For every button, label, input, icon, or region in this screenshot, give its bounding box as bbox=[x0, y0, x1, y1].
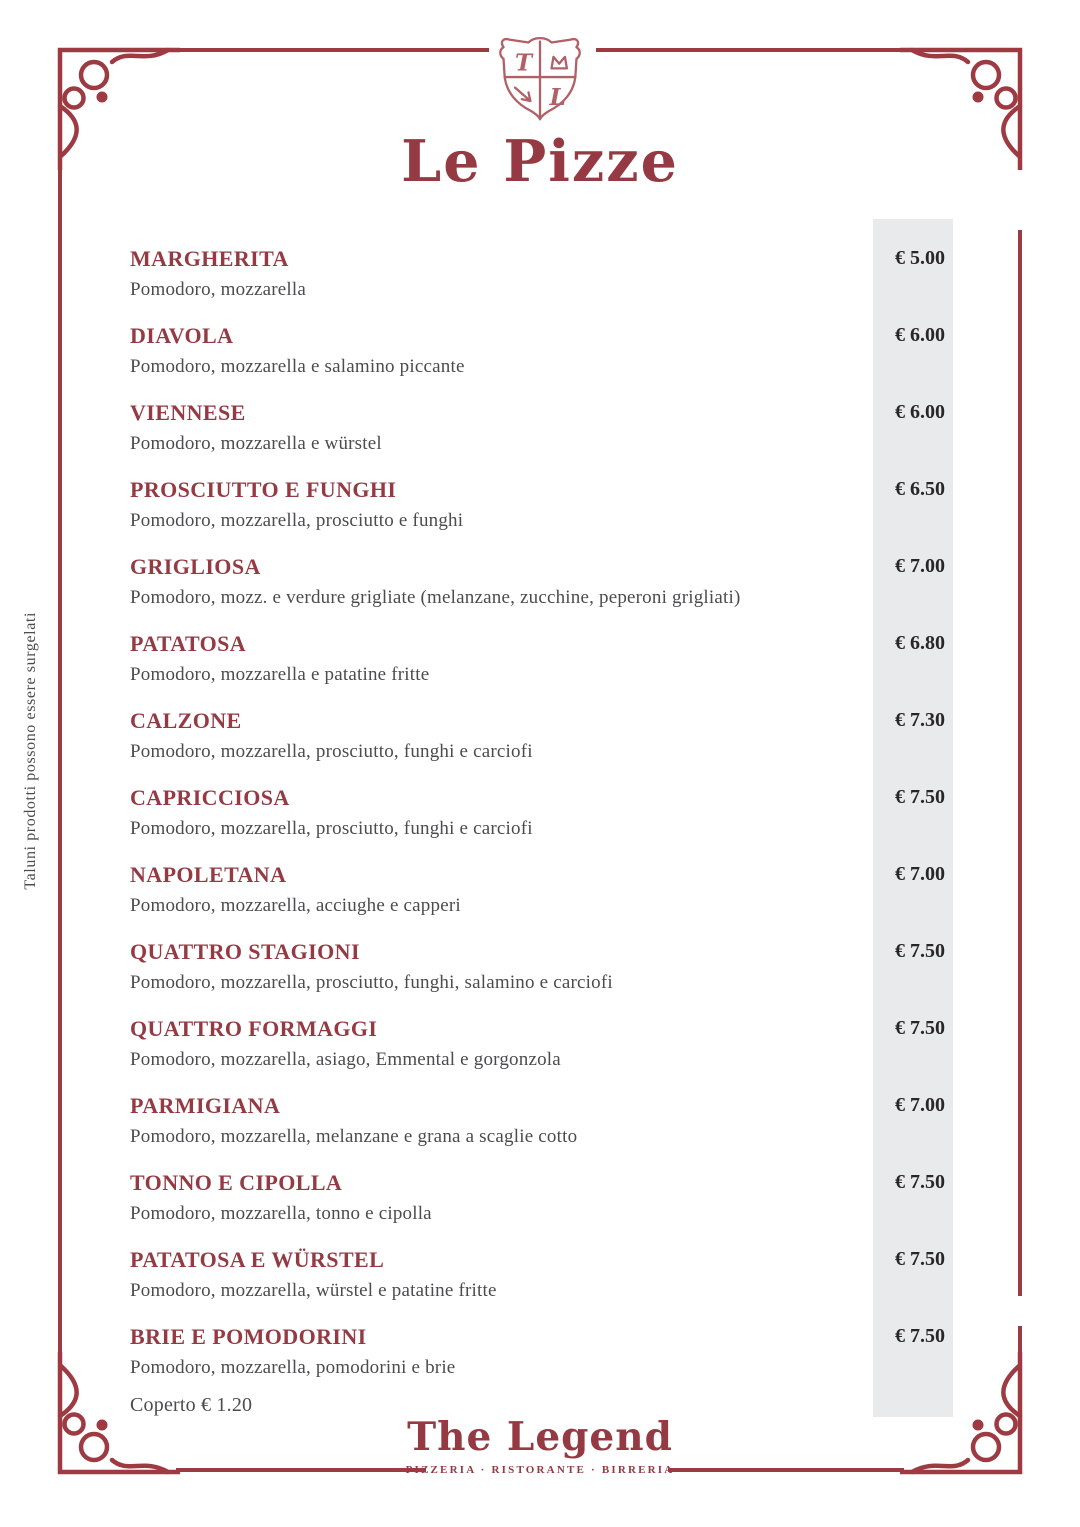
menu-item-price: € 7.00 bbox=[895, 555, 945, 577]
menu-item bbox=[130, 710, 945, 761]
menu-item-price: € 7.50 bbox=[895, 786, 945, 808]
menu-item-description: Pomodoro, mozzarella, acciughe e capperi bbox=[130, 895, 461, 916]
menu-item bbox=[130, 1172, 945, 1223]
menu-item-name: QUATTRO FORMAGGI bbox=[130, 1016, 378, 1041]
menu-item-price: € 6.80 bbox=[895, 632, 945, 654]
menu-item bbox=[130, 479, 945, 530]
cover-charge: Coperto € 1.20 bbox=[130, 1394, 253, 1416]
menu-item-price: € 7.50 bbox=[895, 1325, 945, 1347]
menu-item-description: Pomodoro, mozzarella, asiago, Emmental e gorgonzola bbox=[130, 1049, 561, 1070]
frame-left-line bbox=[58, 166, 62, 1362]
menu-item-name: GRIGLIOSA bbox=[130, 554, 261, 579]
menu-item bbox=[130, 633, 945, 684]
menu-item-name: CALZONE bbox=[130, 708, 242, 733]
menu-item-name: PROSCIUTTO E FUNGHI bbox=[130, 477, 397, 502]
menu-item-price: € 7.00 bbox=[895, 1094, 945, 1116]
menu-item-description: Pomodoro, mozzarella, tonno e cipolla bbox=[130, 1203, 432, 1224]
menu-item-name: MARGHERITA bbox=[130, 246, 289, 271]
frame-right-line-upper bbox=[1018, 230, 1022, 1296]
menu-item bbox=[130, 402, 945, 453]
menu-item-description: Pomodoro, mozzarella e patatine fritte bbox=[130, 664, 430, 685]
menu-item bbox=[130, 248, 945, 299]
menu-item-price: € 7.50 bbox=[895, 1017, 945, 1039]
menu-item-name: NAPOLETANA bbox=[130, 862, 287, 887]
menu-item bbox=[130, 1326, 945, 1377]
menu-item-description: Pomodoro, mozz. e verdure grigliate (melanzane, zucchine, peperoni grigliati) bbox=[130, 587, 741, 608]
menu-item bbox=[130, 864, 945, 915]
menu-item-name: VIENNESE bbox=[130, 400, 246, 425]
side-note: Taluni prodotti possono essere surgelati bbox=[22, 612, 39, 890]
menu-item-price: € 6.50 bbox=[895, 478, 945, 500]
menu-item-name: CAPRICCIOSA bbox=[130, 785, 290, 810]
menu-item bbox=[130, 941, 945, 992]
footer-brand bbox=[0, 1414, 1080, 1476]
menu-item-name: PARMIGIANA bbox=[130, 1093, 281, 1118]
menu-item-price: € 7.50 bbox=[895, 940, 945, 962]
menu-item-description: Pomodoro, mozzarella, würstel e patatine fritte bbox=[130, 1280, 497, 1301]
menu-item-description: Pomodoro, mozzarella, prosciutto, funghi e carciofi bbox=[130, 741, 533, 762]
menu-item-price: € 5.00 bbox=[895, 247, 945, 269]
menu-item bbox=[130, 1095, 945, 1146]
menu-item-name: TONNO E CIPOLLA bbox=[130, 1170, 343, 1195]
menu-item-price: € 6.00 bbox=[895, 324, 945, 346]
frame-top-line-right bbox=[596, 48, 904, 52]
brand-name: The Legend bbox=[407, 1414, 673, 1460]
menu-item-price: € 7.00 bbox=[895, 863, 945, 885]
crest-letter-t: T bbox=[515, 49, 533, 77]
menu-item-name: QUATTRO STAGIONI bbox=[130, 939, 360, 964]
menu-item-description: Pomodoro, mozzarella e würstel bbox=[130, 433, 382, 454]
menu-list bbox=[130, 248, 945, 1428]
menu-item-description: Pomodoro, mozzarella, prosciutto, funghi, salamino e carciofi bbox=[130, 972, 613, 993]
menu-item bbox=[130, 556, 945, 607]
menu-item-name: BRIE E POMODORINI bbox=[130, 1324, 367, 1349]
menu-item-name: PATATOSA E WÜRSTEL bbox=[130, 1247, 385, 1272]
menu-item-price: € 6.00 bbox=[895, 401, 945, 423]
menu-item-description: Pomodoro, mozzarella, prosciutto, funghi e carciofi bbox=[130, 818, 533, 839]
menu-item bbox=[130, 787, 945, 838]
menu-item-description: Pomodoro, mozzarella, melanzane e grana a scaglie cotto bbox=[130, 1126, 578, 1147]
menu-item bbox=[130, 1018, 945, 1069]
crest-letter-l: L bbox=[549, 83, 566, 111]
menu-item-price: € 7.50 bbox=[895, 1248, 945, 1270]
menu-item-description: Pomodoro, mozzarella, prosciutto e funghi bbox=[130, 510, 464, 531]
menu-item bbox=[130, 1249, 945, 1300]
menu-item-name: PATATOSA bbox=[130, 631, 247, 656]
menu-item-description: Pomodoro, mozzarella e salamino piccante bbox=[130, 356, 465, 377]
menu-item-price: € 7.50 bbox=[895, 1171, 945, 1193]
page-title: Le Pizze bbox=[401, 128, 679, 195]
frame-top-line-left bbox=[176, 48, 489, 52]
menu-item bbox=[130, 325, 945, 376]
menu-item-description: Pomodoro, mozzarella, pomodorini e brie bbox=[130, 1357, 456, 1378]
crest-icon bbox=[492, 33, 588, 123]
menu-item-price: € 7.30 bbox=[895, 709, 945, 731]
menu-item-description: Pomodoro, mozzarella bbox=[130, 279, 307, 300]
brand-tagline: PIZZERIA · RISTORANTE · BIRRERIA bbox=[405, 1464, 675, 1476]
menu-item-name: DIAVOLA bbox=[130, 323, 234, 348]
